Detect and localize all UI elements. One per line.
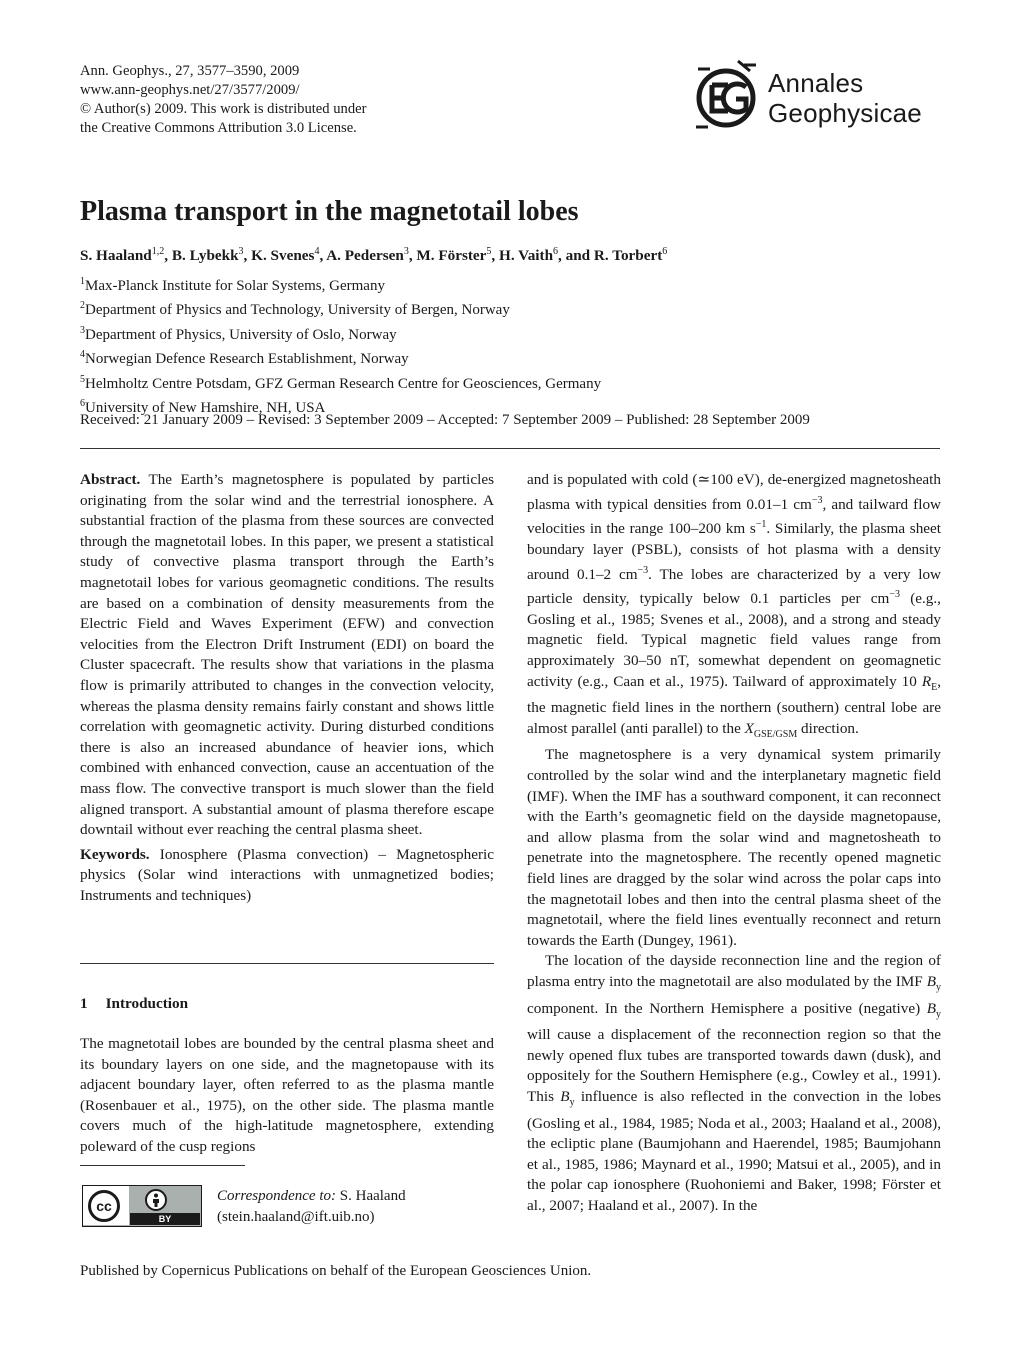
cc-panel <box>83 1186 129 1225</box>
affiliation-item <box>80 296 601 320</box>
attribution-person-icon <box>145 1189 167 1211</box>
correspondence <box>217 1186 406 1228</box>
journal-name-line1: Annales <box>768 68 864 98</box>
author-affiliation-mark: 1,2 <box>151 246 165 257</box>
publication-dates: Received: 21 January 2009 – Revised: 3 September 2009 – Accepted: 7 September 2009 – Published: 28 September 2009 <box>80 412 810 428</box>
right-column <box>527 470 941 1217</box>
keywords-label: Keywords. <box>80 845 150 863</box>
correspondence-name: S. Haaland <box>339 1188 406 1204</box>
author-name: R. Torbert <box>593 247 663 265</box>
author-name: H. Vaith <box>499 247 554 265</box>
right-paragraph-3: The location of the dayside reconnection line and the region of plasma entry into the magnetotail are also modulated by the IMF $B_y$ component. In the Northern Hemisphere a positive (negative) $B_y$ will cause a displacement of the reconnection region so that the newly opened flux tubes are transported towards dawn (dusk), and oppositely for the Southern Hemisphere (e.g., Cowley et al., 1991). This $B_y$ influence is also reflected in the convection in the lobes (Gosling et al., 1984, 1985; Noda et al., 2003; Haaland et al., 2008), the ecliptic plane (Baumjohann and Haerendel, 1985; Baumjohann et al., 1985, 1986; Maynard et al., 1990; Matsui et al., 2005), and in the polar cap ionosphere (Ruohoniemi and Baker, 1998; Förster et al., 2007; Haaland et al., 2007). In the <box>527 952 941 1214</box>
affiliation-number: 5 <box>80 373 85 385</box>
abstract-divider <box>80 963 494 964</box>
affiliation-number: 3 <box>80 324 85 336</box>
affiliation-item <box>80 272 601 296</box>
author-separator: , <box>164 247 172 265</box>
paper-title: Plasma transport in the magnetotail lobes <box>80 196 579 227</box>
author-separator: , <box>243 247 252 265</box>
by-label: BY <box>130 1213 200 1225</box>
author-affiliation-mark: 6 <box>553 246 559 257</box>
author-name: S. Haaland <box>80 247 152 265</box>
keywords-text: Ionosphere (Plasma convection) – Magnetospheric physics (Solar wind interactions with unmagnetized bodies; Instruments and techniques) <box>80 845 494 904</box>
author-name: A. Pedersen <box>326 247 404 265</box>
author-affiliation-mark: 3 <box>238 246 244 257</box>
article-url[interactable]: www.ann-geophys.net/27/3577/2009/ <box>80 82 300 98</box>
author-separator: , <box>319 247 327 265</box>
section-heading <box>80 995 188 1013</box>
right-paragraph-2: The magnetosphere is a very dynamical system primarily controlled by the solar wind and the interplanetary magnetic field (IMF). When the IMF has a southward component, it can reconnect with the Earth’s geomagnetic field on the dayside magnetopause, and allow plasma from the solar wind and magnetosheath to penetrate into the magnetosphere. The recently opened magnetic field lines are dragged by the solar wind across the polar caps into the magnetotail lobes and then into the central plasma sheet of the magnetotail, where the field lines eventually reconnect and return towards the Earth (Dungey, 1961). <box>527 746 941 949</box>
affiliation-number: 2 <box>80 300 85 312</box>
affiliation-list <box>80 272 601 418</box>
author-separator: , <box>408 247 417 265</box>
section-number: 1 <box>80 995 88 1012</box>
copyright-line: © Author(s) 2009. This work is distributed under <box>80 101 367 117</box>
affiliation-item <box>80 370 601 394</box>
author-list <box>80 246 667 265</box>
abstract-label: Abstract. <box>80 471 141 488</box>
affiliation-text: Max-Planck Institute for Solar Systems, Germany <box>85 278 385 294</box>
affiliation-item <box>80 345 601 369</box>
author-affiliation-mark: 6 <box>662 246 668 257</box>
license-line: the Creative Commons Attribution 3.0 License. <box>80 120 357 136</box>
affiliation-text: Department of Physics, University of Oslo, Norway <box>85 326 397 343</box>
author-affiliation-mark: 3 <box>403 246 409 257</box>
affiliation-number: 1 <box>80 276 85 287</box>
affiliation-number: 6 <box>80 398 85 410</box>
affiliation-number: 4 <box>80 349 85 361</box>
intro-left-text <box>80 1034 494 1158</box>
affiliation-text: University of New Hamshire, NH, USA <box>85 400 326 417</box>
cc-icon: cc <box>88 1190 120 1222</box>
keywords <box>80 845 494 907</box>
citation: Ann. Geophys., 27, 3577–3590, 2009 <box>80 63 300 79</box>
publisher-footer: Published by Copernicus Publications on behalf of the European Geosciences Union. <box>80 1263 592 1279</box>
affiliation-text: Helmholtz Centre Potsdam, GFZ German Research Centre for Geosciences, Germany <box>85 375 602 392</box>
header-divider <box>80 448 940 449</box>
footnote-divider <box>80 1165 245 1166</box>
abstract-text: The Earth’s magnetosphere is populated by particles originating from the solar wind and the terrestrial ionosphere. A substantial fraction of the plasma from these sources are convected through the magnetotail lobes. In this paper, we present a statistical study of convective plasma transport through the Earth’s magnetotail lobes for various geomagnetic conditions. The results are based on a combination of density measurements from the Electric Field and Waves Experiment (EFW) and convection velocities from the Electron Drift Instrument (EDI) on board the Cluster spacecraft. The results show that variations in the plasma flow is primarily attributed to changes in the convection velocity, whereas the plasma density remains fairly constant and shows little correlation with geomagnetic activity. During disturbed conditions there is also an increased abundance of heavier ions, which combined with enhanced convection, cause an accentuation of the mass flow. The convective transport is much slower than the field aligned transport. A substantial amount of plasma therefore escape downtail without ever reaching the central plasma sheet. <box>80 471 494 839</box>
intro-paragraph: The magnetotail lobes are bounded by the central plasma sheet and its boundary layers on one side, and the magnetopause with its adjacent boundary layer, often referred to as the plasma mantle (Rosenbauer et al., 1975), on the other side. The plasma mantle covers much of the high-latitude magnetosphere, extending poleward of the cusp regions <box>80 1035 494 1155</box>
cc-by-license-badge[interactable] <box>82 1185 202 1227</box>
author-affiliation-mark: 5 <box>486 246 492 257</box>
author-name: K. Svenes <box>251 247 315 265</box>
left-column <box>80 470 494 906</box>
correspondence-label: Correspondence to: <box>217 1188 337 1204</box>
journal-name-line2: Geophysicae <box>768 98 922 128</box>
author-name: M. Förster <box>416 247 487 265</box>
author-separator: , <box>491 247 499 265</box>
affiliation-text: Norwegian Defence Research Establishment, Norway <box>85 351 409 368</box>
author-name: B. Lybekk <box>171 247 239 265</box>
affiliation-text: Department of Physics and Technology, University of Bergen, Norway <box>85 302 510 319</box>
section-title: Introduction <box>105 995 189 1012</box>
abstract <box>80 470 494 841</box>
author-affiliation-mark: 4 <box>314 246 320 257</box>
author-separator: , and <box>558 247 594 265</box>
journal-logo <box>690 52 940 142</box>
affiliation-item <box>80 321 601 345</box>
right-paragraph-1: and is populated with cold (≃100 eV), de-energized magnetosheath plasma with typical densities from 0.01–1 $cm^{-3}$, and tailward flow velocities in the range 100–200 km $s^{-1}$. Similarly, the plasma sheet boundary layer (PSBL), consists of hot plasma with a density around 0.1–2 $cm^{-3}$. The lobes are characterized by a very low particle density, typically below 0.1 particles per $cm^{-3}$ (e.g., Gosling et al., 1985; Svenes et al., 2008), and a strong and steady magnetic field. Typical magnetic field values range from approximately 30–50 nT, somewhat dependent on geomagnetic activity (e.g., Caan et al., 1975). Tailward of approximately 10 $R_E$, the magnetic field lines in the northern (southern) central lobe are almost parallel (anti parallel) to the $X_{GSE/GSM}$ direction. <box>527 471 942 740</box>
annales-geophysicae-logo-icon <box>690 57 766 137</box>
correspondence-email[interactable]: (stein.haaland@ift.uib.no) <box>217 1209 375 1225</box>
